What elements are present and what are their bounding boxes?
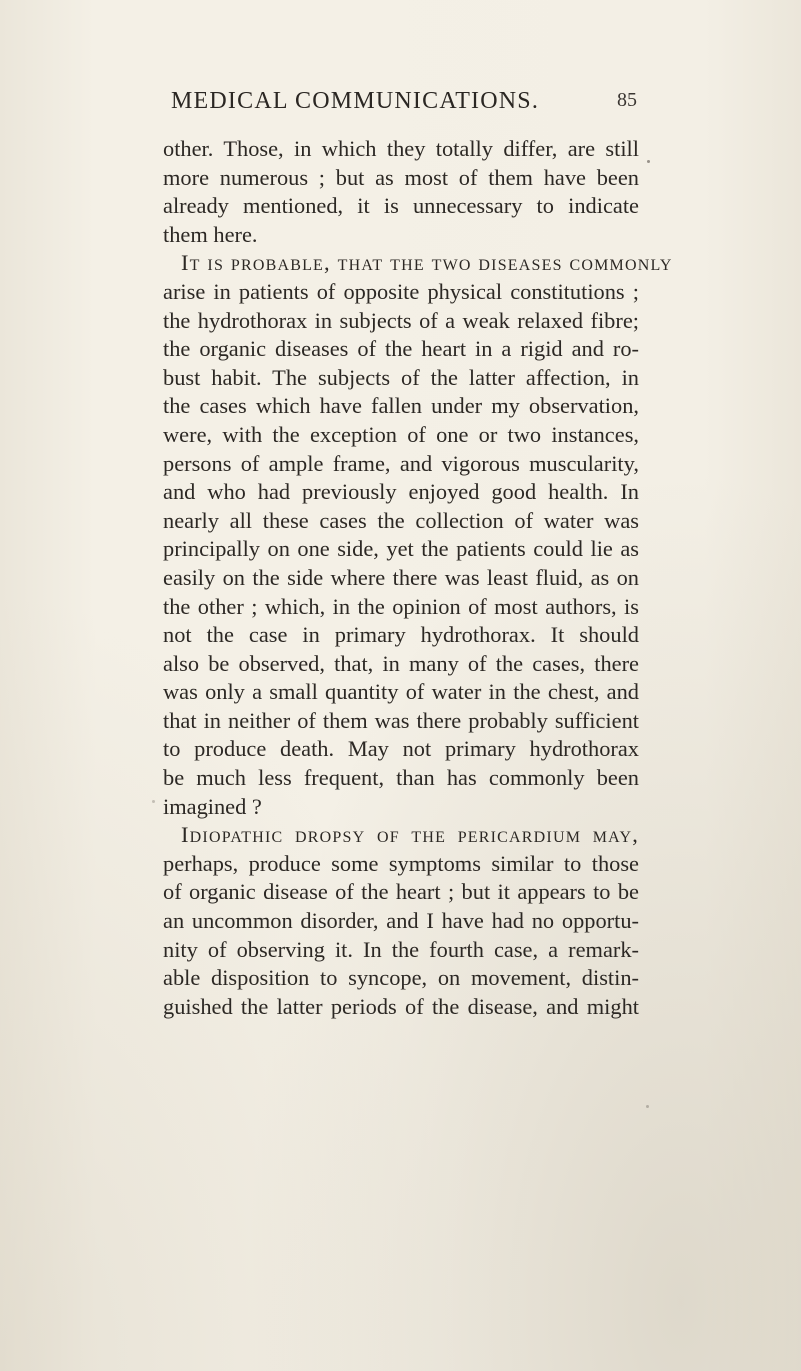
text-line-19: also be observed, that, in many of the cases, there [163, 650, 639, 676]
text-line-22: to produce death. May not primary hydrothorax [163, 736, 639, 762]
text-line-23: be much less frequent, than has commonly been [163, 765, 639, 791]
text-line-29: nity of observing it. In the fourth case, a remark- [163, 936, 639, 962]
text-line-26: perhaps, produce some symptoms similar to those [163, 850, 639, 876]
text-line-9: bust habit. The subjects of the latter affection, in [163, 364, 639, 390]
text-line-12: persons of ample frame, and vigorous muscularity, [163, 450, 639, 476]
text-line-25: Idiopathic dropsy of the pericardium may, [181, 822, 639, 848]
text-line-15: principally on one side, yet the patients could lie as [163, 536, 639, 562]
paper-speck [152, 800, 155, 803]
body-text [163, 135, 673, 1021]
text-line-16: easily on the side where there was least fluid, as on [163, 564, 639, 590]
text-line-4: them here. [163, 221, 258, 247]
text-line-10: the cases which have fallen under my observation, [163, 393, 639, 419]
paper-speck [646, 1105, 649, 1108]
text-line-17: the other ; which, in the opinion of most authors, is [163, 593, 639, 619]
text-line-5: It is probable, that the two diseases commonly [181, 250, 673, 276]
text-line-24: imagined ? [163, 793, 262, 819]
text-line-3: already mentioned, it is unnecessary to indicate [163, 193, 639, 219]
paper-speck [647, 160, 650, 163]
text-line-2: more numerous ; but as most of them have been [163, 164, 639, 190]
page-number: 85 [617, 89, 637, 111]
text-line-28: an uncommon disorder, and I have had no opportu- [163, 908, 639, 934]
text-line-7: the hydrothorax in subjects of a weak relaxed fibre; [163, 307, 639, 333]
page-header [171, 88, 637, 122]
text-line-6: arise in patients of opposite physical constitutions ; [163, 278, 639, 304]
text-line-14: nearly all these cases the collection of water was [163, 507, 639, 533]
text-line-18: not the case in primary hydrothorax. It should [163, 622, 639, 648]
text-line-21: that in neither of them was there probably sufficient [163, 707, 639, 733]
text-line-13: and who had previously enjoyed good health. In [163, 479, 639, 505]
running-title: MEDICAL COMMUNICATIONS. [171, 88, 540, 114]
text-line-27: of organic disease of the heart ; but it appears to be [163, 879, 639, 905]
text-line-31: guished the latter periods of the disease, and might [163, 993, 639, 1019]
text-line-11: were, with the exception of one or two instances, [163, 421, 639, 447]
text-line-8: the organic diseases of the heart in a rigid and ro- [163, 336, 639, 362]
text-line-30: able disposition to syncope, on movement, distin- [163, 965, 639, 991]
text-line-1: other. Those, in which they totally differ, are still [163, 136, 639, 161]
text-line-20: was only a small quantity of water in the chest, and [163, 679, 639, 705]
